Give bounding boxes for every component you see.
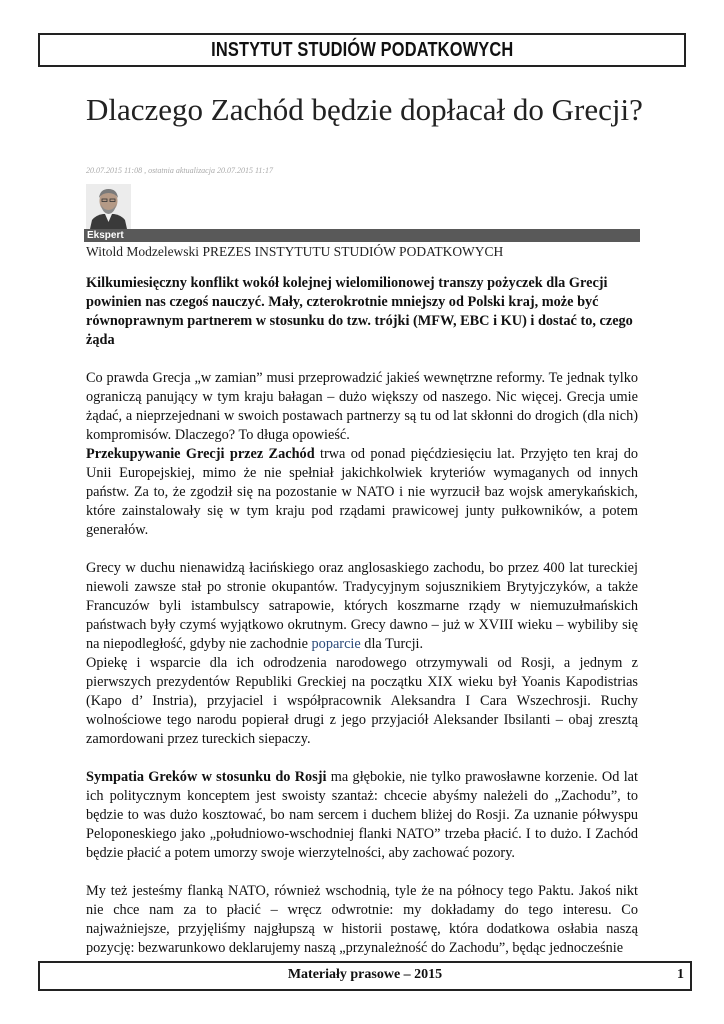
paragraph-1: Co prawda Grecja „w zamian” musi przeprowadzić jakieś wewnętrzne reformy. Te jednak tylko ograniczą panujący w tym kraju bałagan – dużo większy od naszego. Nic więcej. Grecja umie żądać, a nieprzejednani w swoich postawach partnerzy są tu od lat skłonni do drogich (dla nich) kompromisów. Dlaczego? To długa opowieść. — [86, 370, 638, 443]
footer-box — [38, 961, 692, 991]
article-title: Dlaczego Zachód będzie dopłacał do Grecji? — [86, 92, 643, 127]
paragraph-4: Opiekę i wsparcie dla ich odrodzenia narodowego otrzymywali od Rosji, a jednym z pierwszych prezydentów Republiki Greckiej na początku XIX wieku był Yoanis Kapodistrias (Kapo d’ Instria), przyjaciel i współpracownik Aleksandra I Cara Wszechrosji. Ruchy wolnościowe tego narodu popierał drugi z jego przyjaciół Aleksander Ibsilanti – obaj zresztą zamordowani przez tureckich siepaczy. — [86, 655, 638, 747]
expert-label: Ekspert — [87, 230, 124, 241]
paragraph-2-text: trwa od ponad pięćdziesięciu lat. Przyjęto ten kraj do Unii Europejskiej, mimo że nie spełniał jakichkolwiek kryteriów wymaganych od innych państw. Za to, że zgodził się na pozostanie w NATO i nie wyrzucił baz wojsk amerykańskich, które zainstalowały się w tym kraju pod rządami prawicowej junty pułkowników, a potem generałów. — [86, 446, 638, 538]
poparcie-link[interactable]: poparcie — [311, 636, 361, 652]
paragraph-2 — [86, 445, 638, 540]
paragraph-3-end: dla Turcji. — [360, 636, 424, 652]
header-title: INSTYTUT STUDIÓW PODATKOWYCH — [210, 39, 514, 61]
author-photo — [86, 184, 131, 229]
paragraph-5-bold: Sympatia Greków w stosunku do Rosji — [86, 769, 327, 785]
article-body — [86, 274, 638, 958]
paragraph-2-bold: Przekupywanie Grecji przez Zachód — [86, 446, 315, 462]
paragraph-3 — [86, 559, 638, 654]
article-meta: 20.07.2015 11:08 , ostatnia aktualizacja 20.07.2015 11:17 — [86, 166, 274, 175]
author-line: Witold Modzelewski PREZES INSTYTUTU STUDIÓW PODATKOWYCH — [86, 244, 504, 259]
paragraph-5-text: ma głębokie, nie tylko prawosławne korzenie. Od lat ich politycznym konceptem jest swoisty szantaż: chcecie abyśmy należeli do „Zachodu”, to będzie to was dużo kosztować, bo nam sercem i duchem bliżej do Rosji. Za uznanie półwyspu Peloponeskiego jako „południowo-wschodniej flanki NATO” trzeba płacić. I to dużo. I Zachód będzie płacić a potem umorzy swoje wierzytelności, aby zachować pozory. — [86, 769, 638, 861]
header-box — [38, 33, 686, 67]
expert-bar — [84, 229, 640, 242]
page-number: 1 — [677, 967, 684, 982]
footer-text: Materiały prasowe – 2015 — [287, 967, 443, 982]
paragraph-6: My też jesteśmy flanką NATO, również wschodnią, tyle że na północy tego Paktu. Jakoś nikt nie chce nam za to płacić – wręcz odwrotnie: my dokładamy do tego interesu. Co najważniejsze, przyjęliśmy najgłupszą w historii postawę, która dodatkowa osłabia naszą pozycję: bezwarunkowo deklarujemy naszą „przynależność do Zachodu”, będąc jednocześnie — [86, 883, 638, 956]
paragraph-3-text: Grecy w duchu nienawidzą łacińskiego oraz anglosaskiego zachodu, bo przez 400 lat tureckiej niewoli zawsze stał po stronie okupantów. Tradycyjnym sojusznikiem Brytyjczyków, a także Francuzów byli istambulscy satrapowie, których koszmarne rządy w niemuzułmańskich państwach były czymś wyjątkowo okrutnym. Grecy dawno – już w XVIII wieku – wybiliby się na niepodległość, gdyby nie zachodnie — [86, 560, 638, 652]
author-portrait-icon — [86, 184, 131, 229]
paragraph-5 — [86, 768, 638, 863]
article-lead: Kilkumiesięczny konflikt wokół kolejnej wielomilionowej transzy pożyczek dla Grecji powinien nas czegoś nauczyć. Mały, czterokrotnie mniejszy od Polski kraj, może być równoprawnym partnerem w stosunku do tzw. trójki (MFW, EBC i KU) i dostać to, czego żąda — [86, 275, 633, 348]
